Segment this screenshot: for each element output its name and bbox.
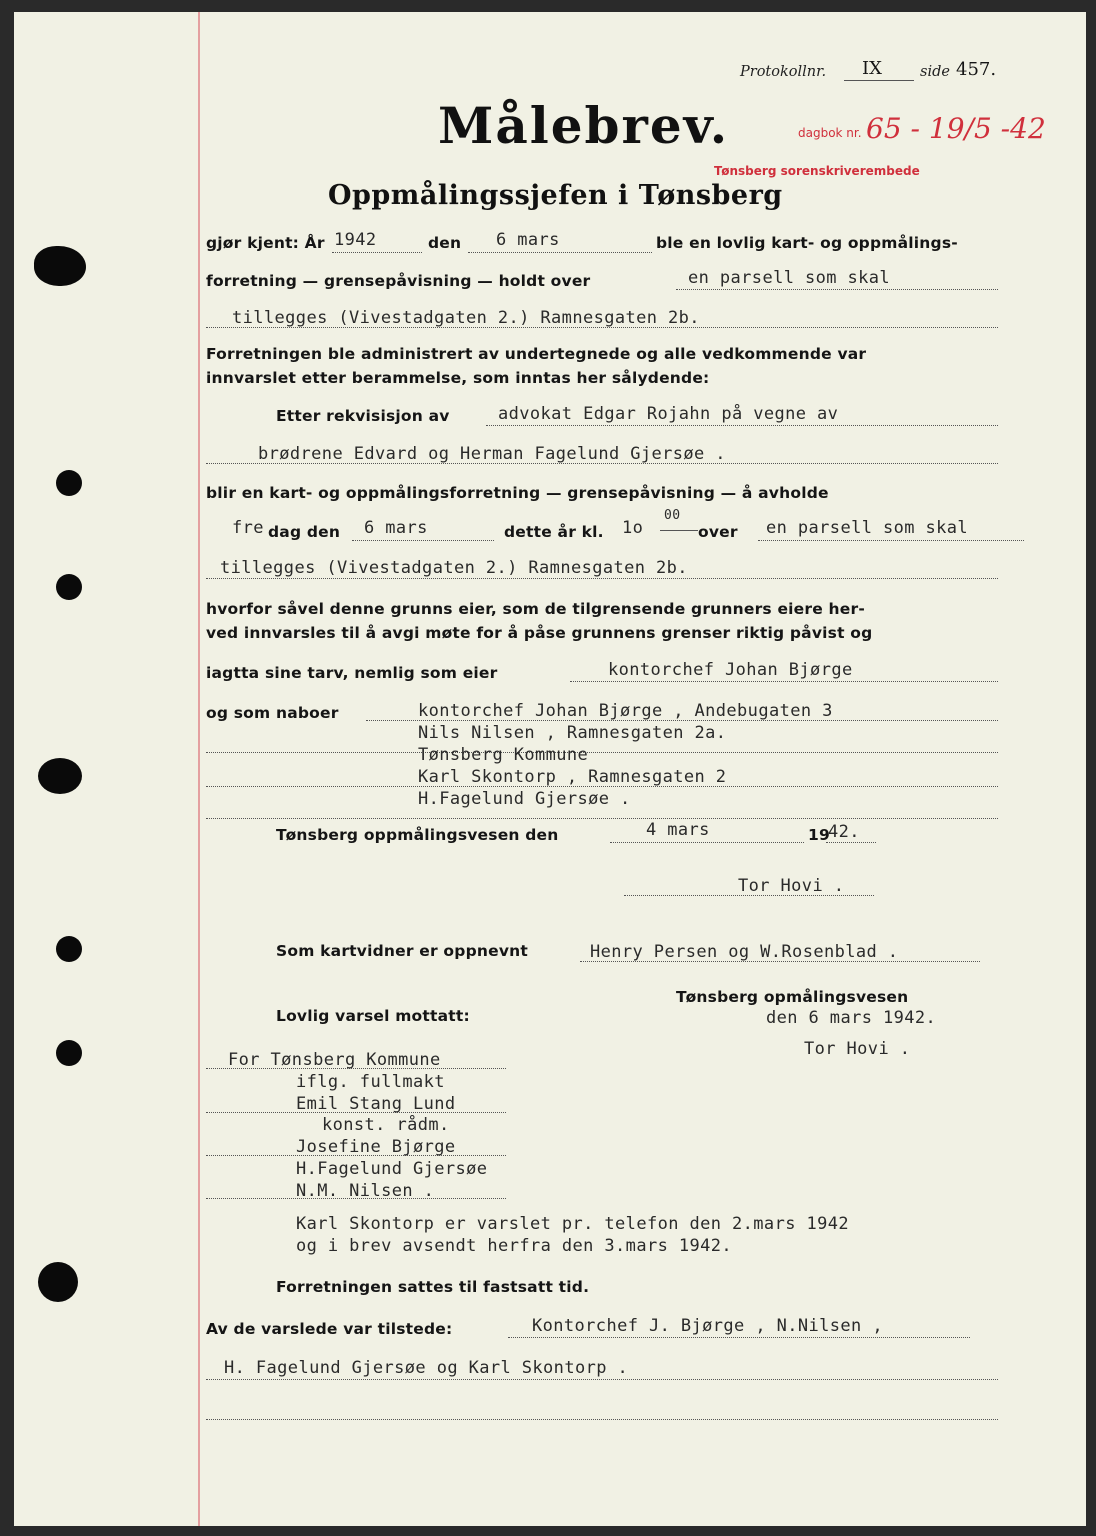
naboer-dotted-line-4 <box>206 818 998 819</box>
oppmalingsvesen-signature: Tor Hovi . <box>738 876 845 896</box>
naboer-label: og som naboer <box>206 704 339 722</box>
protokoll-label: Protokollnr. <box>740 64 827 80</box>
dette-ar-label: dette år kl. <box>504 523 604 541</box>
oppmalingsvesen-date-dotted-line <box>610 842 804 843</box>
day-value: fre <box>232 518 264 538</box>
avholde-line: blir en kart- og oppmålingsforretning — grensepåvisning — å avholde <box>206 484 829 502</box>
nabo-line: Karl Skontorp , Ramnesgaten 2 <box>418 767 727 787</box>
signature-dotted-line <box>624 895 874 896</box>
avholde-tillegges-value: tillegges (Vivestadgaten 2.) Ramnesgaten 2b. <box>220 558 688 578</box>
avholde-date-dotted-line <box>352 540 494 541</box>
nabo-line: H.Fagelund Gjersøe . <box>418 789 631 809</box>
stamp-dagbok: dagbok nr. <box>798 126 862 140</box>
varsel-line: N.M. Nilsen . <box>296 1181 435 1201</box>
side-value: 457. <box>956 59 997 80</box>
protokoll-underline <box>844 80 914 81</box>
year-prefix: 19 <box>808 826 830 844</box>
over-value: en parsell som skal <box>766 518 969 538</box>
time-minutes: 00 <box>664 508 681 523</box>
year-suffix-dotted-line <box>826 842 876 843</box>
eier-label: iagtta sine tarv, nemlig som eier <box>206 664 498 682</box>
varsel-note-line-2: og i brev avsendt herfra den 3.mars 1942. <box>296 1236 733 1256</box>
protokoll-value: IX <box>862 58 882 79</box>
over-label: over <box>698 523 738 541</box>
tillegges-dotted-line <box>206 327 998 328</box>
red-margin-line <box>198 12 200 1526</box>
year-suffix: 42. <box>828 822 860 842</box>
kartvidner-label: Som kartvidner er oppnevnt <box>276 942 528 960</box>
tilstede-dotted-line-2 <box>206 1379 998 1380</box>
page-title: Målebrev. <box>438 96 730 155</box>
den-label: den <box>428 234 462 252</box>
hvorfor-line-2: ved innvarsles til å avgi møte for å påse grunnens grenser riktig påvist og <box>206 624 873 642</box>
varsel-label: Lovlig varsel mottatt: <box>276 1007 470 1025</box>
varsel-line: Emil Stang Lund <box>296 1094 456 1114</box>
tillegges-value: tillegges (Vivestadgaten 2.) Ramnesgaten 2b. <box>232 308 700 328</box>
varsel-line: iflg. fullmakt <box>296 1072 445 1092</box>
varsel-line: H.Fagelund Gjersøe <box>296 1159 488 1179</box>
over-dotted-line <box>758 540 1024 541</box>
forretning-label: forretning — grensepåvisning — holdt over <box>206 272 591 290</box>
time-value: 1o <box>622 518 644 538</box>
date-dotted-line <box>468 252 652 253</box>
varsel-office: Tønsberg opmålingsvesen <box>676 988 909 1006</box>
punch-hole <box>38 1262 78 1302</box>
side-label: side <box>920 64 950 80</box>
tilstede-dotted-line-1 <box>508 1337 970 1338</box>
varsel-office-date: den 6 mars 1942. <box>766 1008 937 1028</box>
tilstede-value-2: H. Fagelund Gjersøe og Karl Skontorp . <box>224 1358 629 1378</box>
rekvisisjon-dotted-line-1 <box>486 425 998 426</box>
nabo-line: kontorchef Johan Bjørge , Andebugaten 3 <box>418 701 833 721</box>
punch-hole <box>56 1040 82 1066</box>
punch-hole <box>56 936 82 962</box>
gjor-kjent-label: gjør kjent: År <box>206 234 325 252</box>
oppmalingsvesen-date-value: 4 mars <box>646 820 710 840</box>
intro-rest: ble en lovlig kart- og oppmålings- <box>656 234 958 252</box>
avholde-date-value: 6 mars <box>364 518 428 538</box>
varsel-note-line-1: Karl Skontorp er varslet pr. telefon den 2.mars 1942 <box>296 1214 850 1234</box>
tilstede-value-1: Kontorchef J. Bjørge , N.Nilsen , <box>532 1316 883 1336</box>
eier-dotted-line <box>570 681 998 682</box>
year-value: 1942 <box>334 230 377 250</box>
fastsatt-text: Forretningen sattes til fastsatt tid. <box>276 1278 590 1296</box>
tilstede-dotted-line-3 <box>206 1419 998 1420</box>
avholde-tillegges-dotted-line <box>206 578 998 579</box>
nabo-line: Nils Nilsen , Ramnesgaten 2a. <box>418 723 727 743</box>
nabo-line: Tønsberg Kommune <box>418 745 589 765</box>
document-page <box>14 12 1086 1526</box>
punch-hole <box>38 758 82 794</box>
naboer-dotted-line-2 <box>206 752 998 753</box>
varsel-line: konst. rådm. <box>322 1115 450 1135</box>
administrert-line-1: Forretningen ble administrert av undertegnede og alle vedkommende var <box>206 345 867 363</box>
eier-value: kontorchef Johan Bjørge <box>608 660 853 680</box>
rekvisisjon-dotted-line-2 <box>206 463 998 464</box>
stamp-handwritten-number: 65 - 19/5 -42 <box>866 112 1046 145</box>
oppmalingsvesen-den-label: Tønsberg oppmålingsvesen den <box>276 826 559 844</box>
forretning-value: en parsell som skal <box>688 268 891 288</box>
page-subtitle: Oppmålingssjefen i Tønsberg <box>328 180 783 211</box>
time-underline <box>660 530 698 531</box>
tilstede-label: Av de varslede var tilstede: <box>206 1320 453 1338</box>
administrert-line-2: innvarslet etter berammelse, som inntas her sålydende: <box>206 369 710 387</box>
year-dotted-line <box>332 252 422 253</box>
kartvidner-dotted-line <box>580 961 980 962</box>
varsel-line: For Tønsberg Kommune <box>228 1050 441 1070</box>
rekvisisjon-value-2: brødrene Edvard og Herman Fagelund Gjersøe . <box>258 444 726 464</box>
kartvidner-value: Henry Persen og W.Rosenblad . <box>590 942 899 962</box>
rekvisisjon-value-1: advokat Edgar Rojahn på vegne av <box>498 404 839 424</box>
rekvisisjon-label: Etter rekvisisjon av <box>276 407 450 425</box>
punch-hole <box>34 246 86 286</box>
hvorfor-line-1: hvorfor såvel denne grunns eier, som de tilgrensende grunners eiere her- <box>206 600 865 618</box>
punch-hole <box>56 470 82 496</box>
punch-hole <box>56 574 82 600</box>
dag-den-label: dag den <box>268 523 341 541</box>
date-value: 6 mars <box>496 230 560 250</box>
stamp-office: Tønsberg sorenskriverembede <box>714 164 920 178</box>
varsel-line: Josefine Bjørge <box>296 1137 456 1157</box>
forretning-dotted-line <box>676 289 998 290</box>
varsel-office-signature: Tor Hovi . <box>804 1039 911 1059</box>
